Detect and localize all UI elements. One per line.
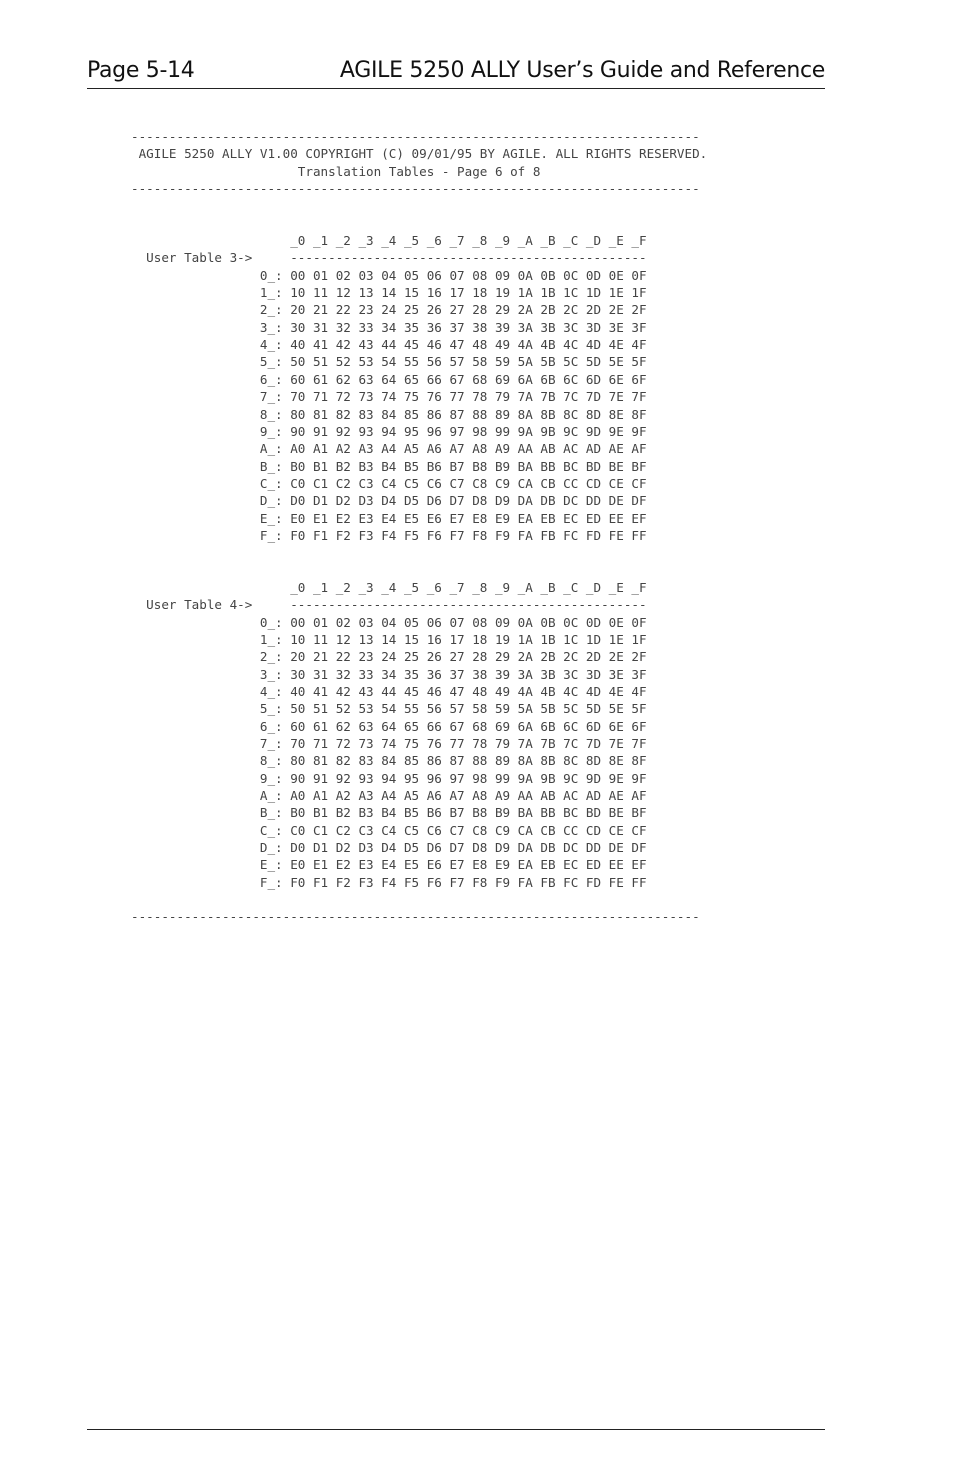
table-column-header: _0 _1 _2 _3 _4 _5 _6 _7 _8 _9 _A _B _C _D _E _F [131, 579, 647, 595]
table-row: 7_: 70 71 72 73 74 75 76 77 78 79 7A 7B 7C 7D 7E 7F [131, 389, 647, 405]
separator-line: --------------------------------------------------------------------------- [131, 129, 700, 144]
blank-line [131, 562, 707, 579]
table-row: 9_: 90 91 92 93 94 95 96 97 98 99 9A 9B 9C 9D 9E 9F [131, 770, 647, 786]
table-row: 0_: 00 01 02 03 04 05 06 07 08 09 0A 0B 0C 0D 0E 0F [131, 614, 647, 630]
table-row: 5_: 50 51 52 53 54 55 56 57 58 59 5A 5B 5C 5D 5E 5F [131, 701, 647, 717]
table-row: 1_: 10 11 12 13 14 15 16 17 18 19 1A 1B 1C 1D 1E 1F [131, 285, 647, 301]
table-row: A_: A0 A1 A2 A3 A4 A5 A6 A7 A8 A9 AA AB AC AD AE AF [131, 441, 647, 457]
document-title: AGILE 5250 ALLY User’s Guide and Reference [339, 58, 825, 83]
table-row: 8_: 80 81 82 83 84 85 86 87 88 89 8A 8B 8C 8D 8E 8F [131, 406, 647, 422]
footer-rule [87, 1429, 825, 1430]
table-row: 0_: 00 01 02 03 04 05 06 07 08 09 0A 0B 0C 0D 0E 0F [131, 267, 647, 283]
table-row: D_: D0 D1 D2 D3 D4 D5 D6 D7 D8 D9 DA DB DC DD DE DF [131, 493, 647, 509]
table-row: 3_: 30 31 32 33 34 35 36 37 38 39 3A 3B 3C 3D 3E 3F [131, 319, 647, 335]
page-header [87, 56, 825, 89]
blank-line [131, 197, 707, 214]
page-number: Page 5-14 [87, 58, 195, 83]
table-column-header: _0 _1 _2 _3 _4 _5 _6 _7 _8 _9 _A _B _C _D _E _F [131, 233, 647, 249]
table-row: 1_: 10 11 12 13 14 15 16 17 18 19 1A 1B 1C 1D 1E 1F [131, 631, 647, 647]
table-row: F_: F0 F1 F2 F3 F4 F5 F6 F7 F8 F9 FA FB FC FD FE FF [131, 527, 647, 543]
blank-line [131, 891, 707, 908]
copyright-line: AGILE 5250 ALLY V1.00 COPYRIGHT (C) 09/01/95 BY AGILE. ALL RIGHTS RESERVED. [131, 146, 708, 162]
table-row: 3_: 30 31 32 33 34 35 36 37 38 39 3A 3B 3C 3D 3E 3F [131, 666, 647, 682]
table-row: 9_: 90 91 92 93 94 95 96 97 98 99 9A 9B 9C 9D 9E 9F [131, 423, 647, 439]
table-row: A_: A0 A1 A2 A3 A4 A5 A6 A7 A8 A9 AA AB AC AD AE AF [131, 788, 647, 804]
table-row: D_: D0 D1 D2 D3 D4 D5 D6 D7 D8 D9 DA DB DC DD DE DF [131, 840, 647, 856]
table-label: User Table 4-> ----------------------------------------------- [131, 597, 647, 613]
table-row: 4_: 40 41 42 43 44 45 46 47 48 49 4A 4B 4C 4D 4E 4F [131, 684, 647, 699]
table-row: C_: C0 C1 C2 C3 C4 C5 C6 C7 C8 C9 CA CB CC CD CE CF [131, 475, 647, 491]
table-row: 4_: 40 41 42 43 44 45 46 47 48 49 4A 4B 4C 4D 4E 4F [131, 337, 647, 353]
table-row: C_: C0 C1 C2 C3 C4 C5 C6 C7 C8 C9 CA CB CC CD CE CF [131, 822, 647, 838]
table-row: E_: E0 E1 E2 E3 E4 E5 E6 E7 E8 E9 EA EB EC ED EE EF [131, 857, 647, 873]
separator-line: --------------------------------------------------------------------------- [131, 909, 700, 925]
table-row: E_: E0 E1 E2 E3 E4 E5 E6 E7 E8 E9 EA EB EC ED EE EF [131, 510, 647, 526]
separator-line: --------------------------------------------------------------------------- [131, 181, 700, 197]
screen-title: Translation Tables - Page 6 of 8 [131, 163, 541, 179]
terminal-screen-capture [131, 128, 707, 926]
table-row: B_: B0 B1 B2 B3 B4 B5 B6 B7 B8 B9 BA BB BC BD BE BF [131, 805, 647, 821]
blank-line [131, 215, 707, 232]
table-row: 7_: 70 71 72 73 74 75 76 77 78 79 7A 7B 7C 7D 7E 7F [131, 736, 647, 752]
blank-line [131, 544, 707, 561]
table-row: 6_: 60 61 62 63 64 65 66 67 68 69 6A 6B 6C 6D 6E 6F [131, 718, 647, 734]
table-row: 8_: 80 81 82 83 84 85 86 87 88 89 8A 8B 8C 8D 8E 8F [131, 753, 647, 769]
table-row: 2_: 20 21 22 23 24 25 26 27 28 29 2A 2B 2C 2D 2E 2F [131, 302, 647, 318]
table-row: 6_: 60 61 62 63 64 65 66 67 68 69 6A 6B 6C 6D 6E 6F [131, 371, 647, 387]
table-row: 2_: 20 21 22 23 24 25 26 27 28 29 2A 2B 2C 2D 2E 2F [131, 649, 647, 665]
table-row: F_: F0 F1 F2 F3 F4 F5 F6 F7 F8 F9 FA FB FC FD FE FF [131, 874, 647, 890]
table-label: User Table 3-> ----------------------------------------------- [131, 250, 647, 266]
table-row: 5_: 50 51 52 53 54 55 56 57 58 59 5A 5B 5C 5D 5E 5F [131, 354, 647, 370]
table-row: B_: B0 B1 B2 B3 B4 B5 B6 B7 B8 B9 BA BB BC BD BE BF [131, 458, 647, 474]
